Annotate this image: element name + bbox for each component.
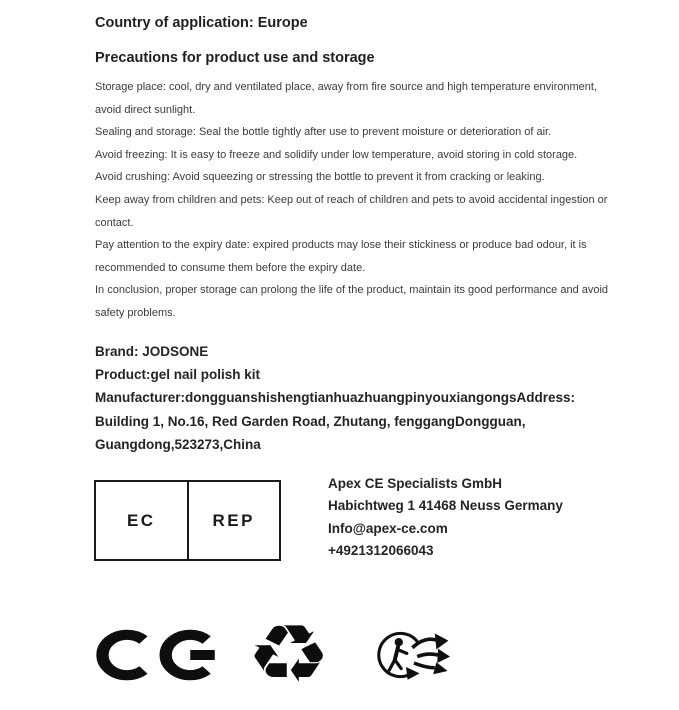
product-info-line: Product:gel nail polish kit bbox=[95, 367, 261, 383]
ec-rep-ec-label: EC bbox=[96, 482, 189, 559]
precautions-line: avoid direct sunlight. bbox=[95, 103, 196, 116]
country-of-application-heading: Country of application: Europe bbox=[95, 15, 308, 31]
precautions-line: Storage place: cool, dry and ventilated place, away from fire source and high temperature environment, bbox=[95, 81, 597, 93]
recycling-icon bbox=[242, 607, 336, 701]
precautions-line: contact. bbox=[95, 216, 134, 229]
precautions-line: Keep away from children and pets: Keep out of reach of children and pets to avoid accidental ingestion or bbox=[95, 193, 608, 206]
triman-icon bbox=[374, 627, 454, 683]
product-info-line: Building 1, No.16, Red Garden Road, Zhutang, fenggangDongguan, bbox=[95, 413, 526, 429]
ce-mark-icon bbox=[94, 627, 228, 683]
precautions-line: recommended to consume them before the expiry date. bbox=[95, 261, 366, 274]
product-info bbox=[95, 340, 575, 456]
precautions-line: In conclusion, proper storage can prolong the life of the product, maintain its good performance and avoid bbox=[95, 284, 609, 297]
precautions-line: safety problems. bbox=[95, 306, 176, 319]
product-info-line: Brand: JODSONE bbox=[95, 344, 209, 359]
product-info-line: Guangdong,523273,China bbox=[95, 436, 261, 452]
recycling-glyph: ♻ bbox=[246, 607, 332, 701]
precautions-heading: Precautions for product use and storage bbox=[95, 50, 375, 66]
eu-representative-info bbox=[328, 473, 563, 563]
precautions-text bbox=[95, 76, 608, 325]
eu-representative-line: +4921312066043 bbox=[328, 543, 434, 559]
precautions-line: Avoid crushing: Avoid squeezing or stressing the bottle to prevent it from cracking or leaking. bbox=[95, 171, 545, 184]
ec-rep-rep-label: REP bbox=[212, 510, 255, 530]
eu-representative-line: Info@apex-ce.com bbox=[328, 520, 448, 536]
ec-rep-box bbox=[94, 480, 281, 561]
eu-representative-line: Apex CE Specialists GmbH bbox=[328, 476, 503, 491]
precautions-line: Avoid freezing: It is easy to freeze and solidify under low temperature, avoid storing in cold storage. bbox=[95, 148, 578, 161]
precautions-line: Pay attention to the expiry date: expired products may lose their stickiness or produce bad odour, it is bbox=[95, 239, 587, 252]
product-info-line: Manufacturer:dongguanshishengtianhuazhuangpinyouxiangongsAddress: bbox=[95, 390, 576, 406]
precautions-line: Sealing and storage: Seal the bottle tightly after use to prevent moisture or deterioration of air. bbox=[95, 126, 552, 139]
eu-representative-line: Habichtweg 1 41468 Neuss Germany bbox=[328, 498, 563, 514]
